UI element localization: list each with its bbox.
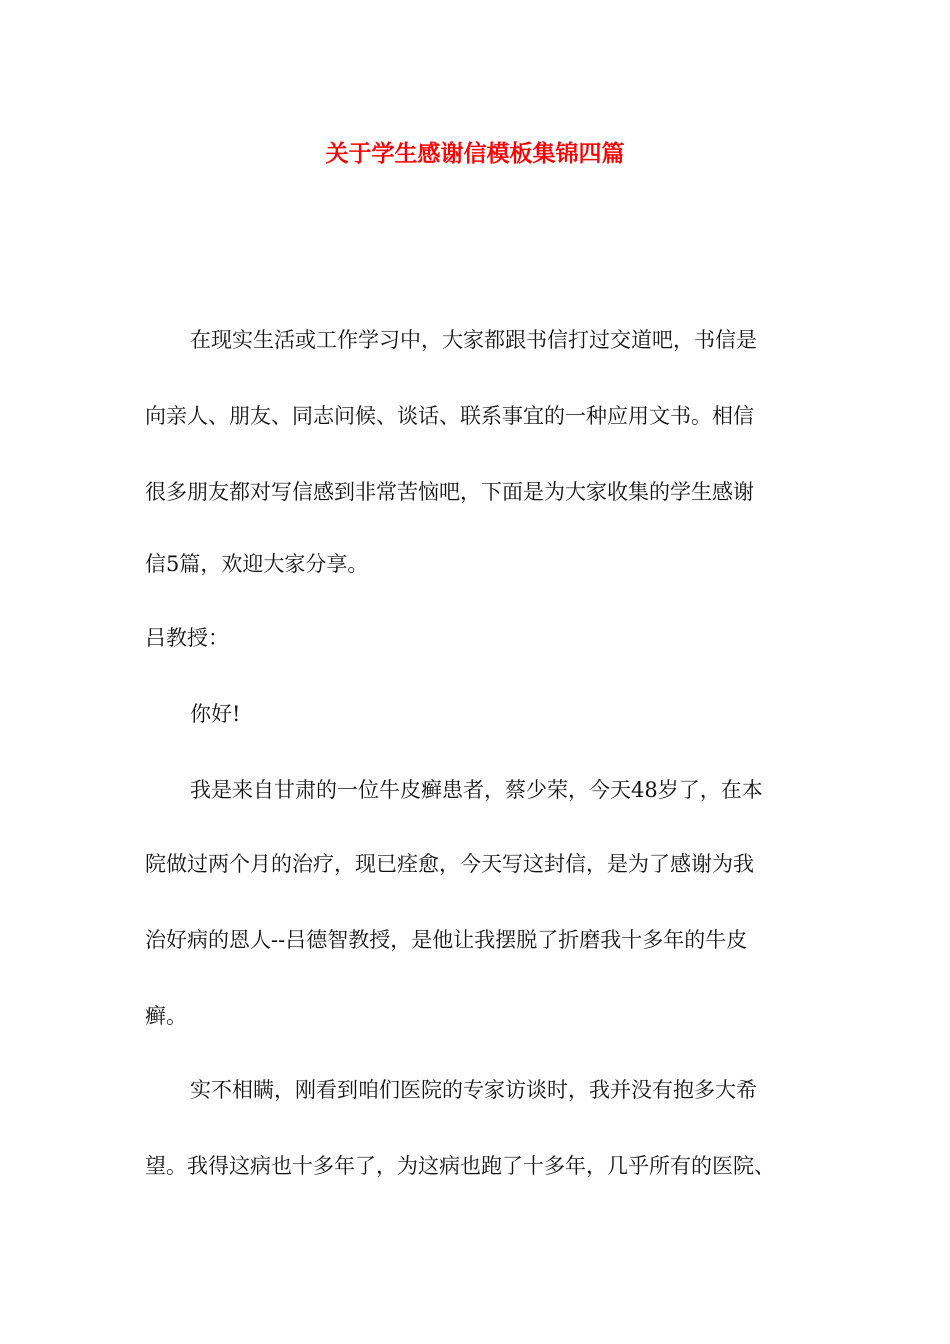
greeting: 你好! <box>190 702 241 726</box>
paragraph-line: 治好病的恩人--吕德智教授，是他让我摆脱了折磨我十多年的牛皮 <box>145 928 748 952</box>
salutation: 吕教授： <box>145 626 229 650</box>
paragraph-line: 院做过两个月的治疗，现已痊愈，今天写这封信，是为了感谢为我 <box>145 852 754 876</box>
paragraph-line: 望。我得这病也十多年了，为这病也跑了十多年，几乎所有的医院、 <box>145 1154 775 1178</box>
paragraph-line: 实不相瞒，刚看到咱们医院的专家访谈时，我并没有抱多大希 <box>190 1078 757 1102</box>
paragraph-line: 很多朋友都对写信感到非常苦恼吧，下面是为大家收集的学生感谢 <box>145 480 754 504</box>
document-title: 关于学生感谢信模板集锦四篇 <box>325 140 625 167</box>
paragraph-line: 在现实生活或工作学习中，大家都跟书信打过交道吧，书信是 <box>190 328 757 352</box>
paragraph-line: 向亲人、朋友、同志问候、谈话、联系事宜的一种应用文书。相信 <box>145 404 754 428</box>
paragraph-line: 信5篇，欢迎大家分享。 <box>145 552 369 576</box>
paragraph-line: 癣。 <box>145 1004 187 1028</box>
paragraph-line: 我是来自甘肃的一位牛皮癣患者，蔡少荣，今天48岁了，在本 <box>190 778 763 802</box>
